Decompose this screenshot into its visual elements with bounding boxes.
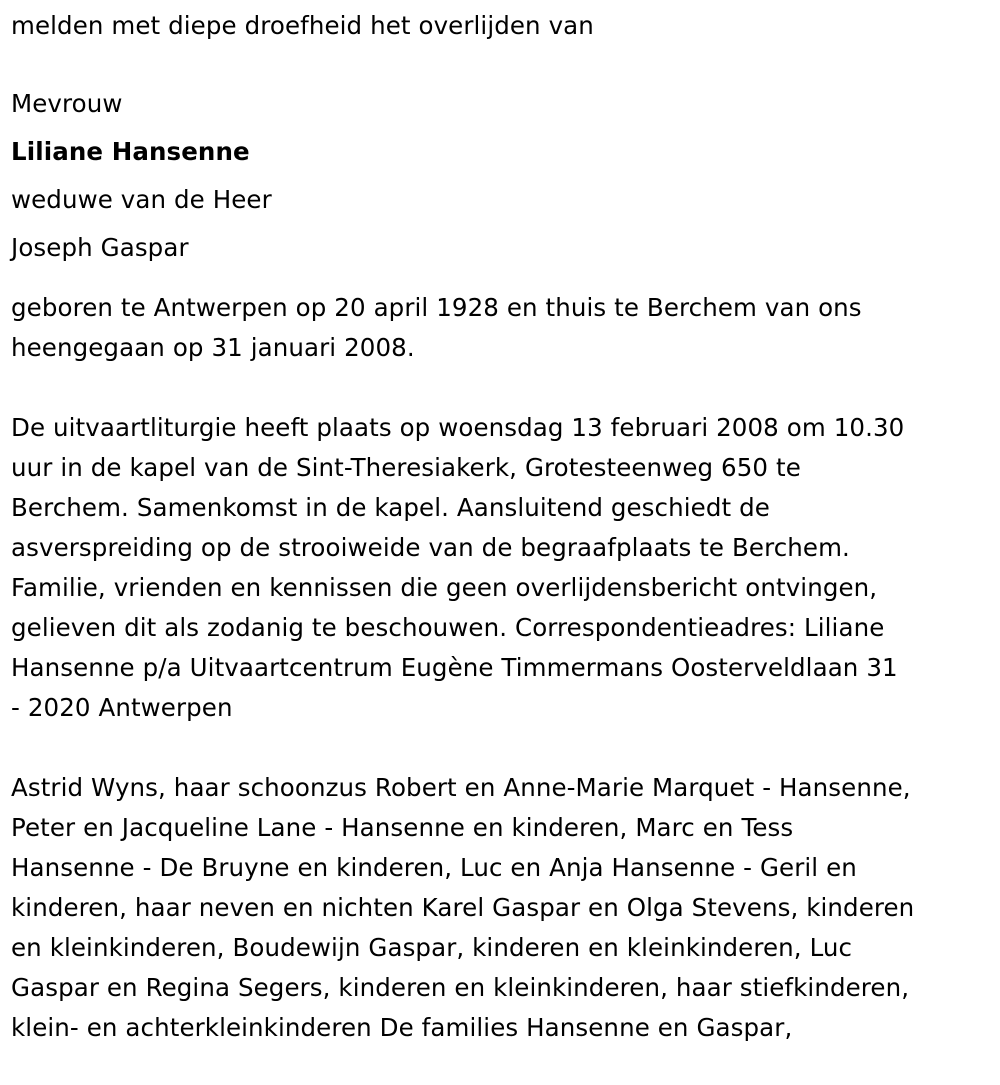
spacer — [11, 728, 986, 768]
deceased-name: Liliane Hansenne — [11, 137, 250, 166]
widow-of-line: weduwe van de Heer — [11, 185, 272, 214]
paragraph-line: gelieven dit als zodanig te beschouwen. Correspondentieadres: Liliane — [11, 613, 885, 642]
paragraph-line: uur in de kapel van de Sint-Theresiakerk, Grotesteenweg 650 te — [11, 453, 801, 482]
paragraph-line: en kleinkinderen, Boudewijn Gaspar, kinderen en kleinkinderen, Luc — [11, 933, 853, 962]
family-paragraph — [11, 768, 986, 1048]
birth-paragraph — [11, 288, 986, 368]
spouse-name: Joseph Gaspar — [11, 233, 189, 262]
paragraph-line: klein- en achterkleinkinderen De families Hansenne en Gaspar, — [11, 1013, 793, 1042]
paragraph-line: De uitvaartliturgie heeft plaats op woensdag 13 februari 2008 om 10.30 — [11, 413, 905, 442]
paragraph-line: Peter en Jacqueline Lane - Hansenne en kinderen, Marc en Tess — [11, 813, 794, 842]
paragraph-line: kinderen, haar neven en nichten Karel Gaspar en Olga Stevens, kinderen — [11, 893, 915, 922]
obituary-document — [11, 0, 986, 1048]
spacer — [11, 272, 986, 288]
title-line: Mevrouw — [11, 89, 123, 118]
paragraph-line: Gaspar en Regina Segers, kinderen en kleinkinderen, haar stiefkinderen, — [11, 973, 910, 1002]
paragraph-line: asverspreiding op de strooiweide van de begraafplaats te Berchem. — [11, 533, 850, 562]
paragraph-line: Berchem. Samenkomst in de kapel. Aansluitend geschiedt de — [11, 493, 770, 522]
paragraph-line: geboren te Antwerpen op 20 april 1928 en thuis te Berchem van ons — [11, 293, 862, 322]
paragraph-line: Hansenne p/a Uitvaartcentrum Eugène Timmermans Oosterveldlaan 31 — [11, 653, 898, 682]
paragraph-line: Astrid Wyns, haar schoonzus Robert en Anne-Marie Marquet - Hansenne, — [11, 773, 911, 802]
ceremony-paragraph — [11, 408, 986, 728]
paragraph-line: Hansenne - De Bruyne en kinderen, Luc en Anja Hansenne - Geril en — [11, 853, 857, 882]
spacer — [11, 52, 986, 80]
paragraph-line: heengegaan op 31 januari 2008. — [11, 333, 415, 362]
paragraph-line: Familie, vrienden en kennissen die geen overlijdensbericht ontvingen, — [11, 573, 878, 602]
paragraph-line: - 2020 Antwerpen — [11, 693, 233, 722]
spacer — [11, 368, 986, 408]
opening-line: melden met diepe droefheid het overlijden van — [11, 11, 594, 40]
